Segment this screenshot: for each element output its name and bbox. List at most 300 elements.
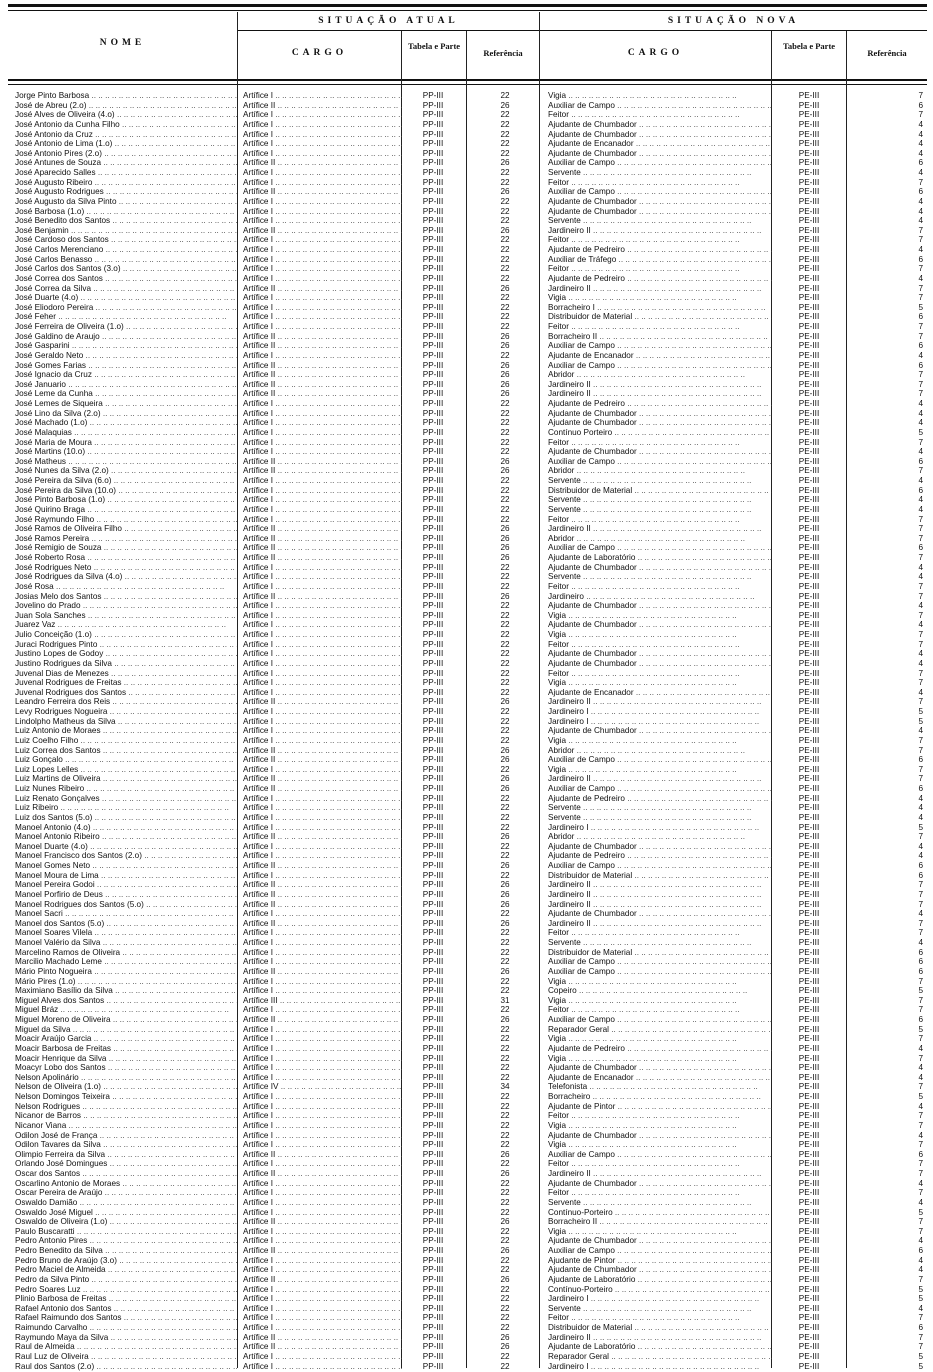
- tabela-nova-cell: PE-III: [798, 1082, 820, 1092]
- tabela-atual-cell: PP-III: [422, 1274, 444, 1284]
- cargo-atual-cell: Artífice II .. ..: [243, 746, 403, 756]
- referencia-nova-cell: 7: [918, 774, 923, 784]
- tabela-nova-cell: PE-III: [798, 1294, 820, 1304]
- referencia-atual-cell: 22: [500, 793, 510, 803]
- nome-cell: José Matheus .. ..: [15, 457, 237, 467]
- referencia-atual-cell: 22: [500, 196, 510, 206]
- table-row: [11, 418, 926, 428]
- referencia-nova-cell: 5: [918, 427, 923, 437]
- tabela-atual-cell: PP-III: [422, 726, 444, 736]
- cargo-nova-cell: Ajudante de Chumbador .. ..: [548, 447, 772, 457]
- tabela-nova-cell: PE-III: [798, 1313, 820, 1323]
- cargo-nova-cell: Jardineiro II .. ..: [548, 900, 772, 910]
- referencia-nova-cell: 6: [918, 360, 923, 370]
- tabela-nova-cell: PE-III: [798, 110, 820, 120]
- tabela-nova-cell: PE-III: [798, 581, 820, 591]
- cargo-nova-cell: Reparador Geral .. ..: [548, 1025, 772, 1035]
- referencia-atual-cell: 26: [500, 832, 510, 842]
- tabela-nova-cell: PE-III: [798, 1274, 820, 1284]
- tabela-atual-cell: PP-III: [422, 1005, 444, 1015]
- tabela-atual-cell: PP-III: [422, 1188, 444, 1198]
- cargo-atual-cell: Artífice II .. ..: [243, 524, 403, 534]
- nome-cell: Rafael Antonio dos Santos .. ..: [15, 1304, 237, 1314]
- table-row: [11, 428, 926, 438]
- referencia-atual-cell: 22: [500, 399, 510, 408]
- tabela-atual-cell: PP-III: [422, 581, 444, 591]
- nome-cell: Orlando José Domingues .. ..: [15, 1159, 237, 1169]
- table-row: [11, 640, 926, 650]
- nome-cell: Justino Rodrigues da Silva .. ..: [15, 659, 237, 669]
- cargo-atual-cell: Artífice I .. ..: [243, 168, 403, 178]
- cargo-nova-cell: Distribuidor de Material .. ..: [548, 1323, 772, 1333]
- table-row: [11, 495, 926, 505]
- referencia-nova-cell: 7: [918, 264, 923, 274]
- tabela-nova-cell: PE-III: [798, 668, 820, 678]
- cargo-nova-cell: Ajudante de Chumbador .. ..: [548, 842, 772, 852]
- referencia-atual-cell: 22: [500, 687, 510, 697]
- referencia-atual-cell: 26: [500, 360, 510, 370]
- cargo-atual-cell: Artífice I .. ..: [243, 1352, 403, 1362]
- tabela-nova-cell: PE-III: [798, 707, 820, 716]
- cargo-nova-cell: Auxiliar de Campo .. ..: [548, 101, 772, 111]
- cargo-atual-cell: Artífice II .. ..: [243, 890, 403, 900]
- referencia-nova-cell: 7: [918, 581, 923, 591]
- cargo-nova-cell: Ajudante de Chumbador .. ..: [548, 563, 772, 573]
- referencia-atual-cell: 26: [500, 1015, 510, 1024]
- nome-cell: José Alves de Oliveira (4.o) .. ..: [15, 110, 237, 120]
- cargo-atual-cell: Artífice I .. ..: [243, 707, 403, 717]
- cargo-atual-cell: Artífice I .. ..: [243, 1236, 403, 1246]
- cargo-atual-cell: Artífice I .. ..: [243, 678, 403, 688]
- referencia-nova-cell: 4: [918, 1072, 923, 1082]
- cargo-atual-cell: Artífice I .. ..: [243, 823, 403, 833]
- tabela-atual-cell: PP-III: [422, 1207, 444, 1217]
- table-row: [11, 312, 926, 322]
- cargo-nova-cell: Servente .. ..: [548, 813, 772, 823]
- cargo-nova-cell: Ajudante de Encanador .. ..: [548, 1073, 772, 1083]
- referencia-nova-cell: 7: [918, 331, 923, 341]
- referencia-nova-cell: 6: [918, 456, 923, 466]
- referencia-nova-cell: 7: [918, 283, 923, 293]
- referencia-atual-cell: 26: [500, 1169, 510, 1178]
- cargo-atual-cell: Artífice I .. ..: [243, 495, 403, 505]
- group-header-rule: [238, 30, 927, 31]
- referencia-nova-cell: 7: [918, 466, 923, 476]
- referencia-atual-cell: 22: [500, 245, 510, 254]
- nome-cell: José Antonio Pires (2.o) .. ..: [15, 149, 237, 159]
- nome-cell: Odilon Tavares da Silva .. ..: [15, 1140, 237, 1150]
- table-row: [11, 755, 926, 765]
- nome-cell: José Nunes da Silva (2.o) .. ..: [15, 466, 237, 476]
- tabela-atual-cell: PP-III: [422, 822, 444, 832]
- referencia-atual-cell: 26: [500, 1217, 510, 1227]
- table-row: [11, 919, 926, 929]
- tabela-nova-cell: PE-III: [798, 1207, 820, 1217]
- tabela-nova-cell: PE-III: [798, 976, 820, 986]
- referencia-nova-cell: 7: [918, 524, 923, 534]
- cargo-nova-cell: Vigia .. ..: [548, 1054, 772, 1064]
- nome-cell: Manoel Antonio (4.o) .. ..: [15, 823, 237, 833]
- referencia-atual-cell: 22: [500, 581, 510, 591]
- table-row: [11, 1063, 926, 1073]
- tabela-atual-cell: PP-III: [422, 1063, 444, 1073]
- cargo-atual-cell: Artífice I .. ..: [243, 130, 403, 140]
- referencia-nova-cell: 6: [918, 187, 923, 197]
- referencia-nova-cell: 5: [918, 716, 923, 726]
- referencia-atual-cell: 22: [500, 1284, 510, 1294]
- cargo-nova-cell: Jardineiro I .. ..: [548, 1294, 772, 1304]
- referencia-nova-cell: 7: [918, 91, 923, 100]
- tabela-nova-cell: PE-III: [798, 485, 820, 495]
- nome-cell: José Correa dos Santos .. ..: [15, 274, 237, 284]
- tabela-atual-cell: PP-III: [422, 841, 444, 851]
- tabela-atual-cell: PP-III: [422, 389, 444, 399]
- table-row: [11, 774, 926, 784]
- referencia-atual-cell: 22: [500, 1159, 510, 1169]
- cargo-atual-cell: Artífice I .. ..: [243, 669, 403, 679]
- cargo-atual-cell: Artífice II .. ..: [243, 697, 403, 707]
- nome-cell: Manoel Antonio Ribeiro .. ..: [15, 832, 237, 842]
- referencia-atual-cell: 22: [500, 870, 510, 880]
- tabela-nova-cell: PE-III: [798, 341, 820, 351]
- referencia-atual-cell: 22: [500, 206, 510, 216]
- table-row: [11, 515, 926, 525]
- referencia-atual-cell: 22: [500, 610, 510, 620]
- header-referencia-atual: Referência: [483, 48, 523, 58]
- table-row: [11, 380, 926, 390]
- referencia-atual-cell: 22: [500, 658, 510, 668]
- referencia-nova-cell: 6: [918, 755, 923, 765]
- tabela-atual-cell: PP-III: [422, 1226, 444, 1236]
- referencia-nova-cell: 4: [918, 119, 923, 129]
- referencia-nova-cell: 5: [918, 1284, 923, 1294]
- referencia-nova-cell: 4: [918, 216, 923, 226]
- tabela-nova-cell: PE-III: [798, 129, 820, 139]
- table-row: [11, 361, 926, 371]
- referencia-nova-cell: 7: [918, 1082, 923, 1092]
- tabela-atual-cell: PP-III: [422, 1217, 444, 1227]
- tabela-nova-cell: PE-III: [798, 620, 820, 630]
- referencia-atual-cell: 22: [500, 1255, 510, 1265]
- cargo-nova-cell: Jardineiro II .. ..: [548, 284, 772, 294]
- table-row: [11, 746, 926, 756]
- nome-cell: Mário Pires (1.o) .. ..: [15, 977, 237, 987]
- referencia-atual-cell: 22: [500, 630, 510, 639]
- cargo-atual-cell: Artífice I .. ..: [243, 178, 403, 188]
- referencia-nova-cell: 4: [918, 620, 923, 630]
- referencia-atual-cell: 22: [500, 485, 510, 495]
- nome-cell: José Ignacio da Cruz .. ..: [15, 370, 237, 380]
- cargo-atual-cell: Artífice II .. ..: [243, 534, 403, 544]
- nome-cell: José Lemes de Siqueira .. ..: [15, 399, 237, 409]
- cargo-atual-cell: Artífice I .. ..: [243, 765, 403, 775]
- table-row: [11, 1333, 926, 1343]
- cargo-nova-cell: Vigia .. ..: [548, 1227, 772, 1237]
- nome-cell: Manoel Soares Vilela .. ..: [15, 928, 237, 938]
- referencia-nova-cell: 7: [918, 630, 923, 639]
- tabela-atual-cell: PP-III: [422, 553, 444, 562]
- nome-cell: Pedro da Silva Pinto .. ..: [15, 1275, 237, 1285]
- referencia-atual-cell: 26: [500, 341, 510, 351]
- tabela-atual-cell: PP-III: [422, 687, 444, 697]
- referencia-atual-cell: 22: [500, 254, 510, 264]
- cargo-nova-cell: Distribuidor de Material .. ..: [548, 312, 772, 322]
- cargo-nova-cell: Ajudante de Chumbador .. ..: [548, 409, 772, 419]
- referencia-atual-cell: 22: [500, 1207, 510, 1217]
- nome-cell: José Aparecido Salles .. ..: [15, 168, 237, 178]
- referencia-atual-cell: 22: [500, 678, 510, 688]
- cargo-nova-cell: Ajudante de Laboratório .. ..: [548, 1275, 772, 1285]
- tabela-atual-cell: PP-III: [422, 658, 444, 668]
- cargo-nova-cell: Feitor .. ..: [548, 322, 772, 332]
- table-row: [11, 1198, 926, 1208]
- cargo-nova-cell: Auxiliar de Campo .. ..: [548, 1015, 772, 1025]
- cargo-atual-cell: Artífice I .. ..: [243, 1073, 403, 1083]
- referencia-atual-cell: 22: [500, 139, 510, 149]
- nome-cell: Plinio Barbosa de Freitas .. ..: [15, 1294, 237, 1304]
- header-situacao-atual: SITUAÇÃO ATUAL: [318, 16, 459, 26]
- cargo-nova-cell: Ajudante de Chumbador .. ..: [548, 659, 772, 669]
- cargo-nova-cell: Abridor .. ..: [548, 746, 772, 756]
- cargo-atual-cell: Artífice I .. ..: [243, 563, 403, 573]
- cargo-nova-cell: Auxiliar de Campo .. ..: [548, 457, 772, 467]
- tabela-atual-cell: PP-III: [422, 177, 444, 187]
- cargo-nova-cell: Feitor .. ..: [548, 110, 772, 120]
- nome-cell: Marcilio Machado Leme .. ..: [15, 957, 237, 967]
- nome-cell: Josias Melo dos Santos .. ..: [15, 592, 237, 602]
- tabela-atual-cell: PP-III: [422, 341, 444, 351]
- nome-cell: Raul Luz de Oliveira .. ..: [15, 1352, 237, 1362]
- referencia-nova-cell: 7: [918, 918, 923, 928]
- tabela-atual-cell: PP-III: [422, 803, 444, 813]
- referencia-atual-cell: 22: [500, 803, 510, 813]
- cargo-nova-cell: Abridor .. ..: [548, 466, 772, 476]
- tabela-atual-cell: PP-III: [422, 1149, 444, 1159]
- cargo-atual-cell: Artífice I .. ..: [243, 120, 403, 130]
- referencia-nova-cell: 7: [918, 370, 923, 380]
- nome-cell: Moacir Henrique da Silva .. ..: [15, 1054, 237, 1064]
- tabela-nova-cell: PE-III: [798, 91, 820, 100]
- cargo-nova-cell: Jardineiro I .. ..: [548, 823, 772, 833]
- cargo-atual-cell: Artífice I .. ..: [243, 1227, 403, 1237]
- cargo-nova-cell: Ajudante de Encanador .. ..: [548, 139, 772, 149]
- cargo-nova-cell: Servente .. ..: [548, 476, 772, 486]
- tabela-atual-cell: PP-III: [422, 399, 444, 408]
- referencia-atual-cell: 22: [500, 947, 510, 957]
- nome-cell: Luiz Coelho Filho .. ..: [15, 736, 237, 746]
- nome-cell: Nelson de Oliveira (1.o) .. ..: [15, 1082, 237, 1092]
- referencia-atual-cell: 22: [500, 707, 510, 716]
- tabela-atual-cell: PP-III: [422, 639, 444, 649]
- nome-cell: José Duarte (4.o) .. ..: [15, 293, 237, 303]
- cargo-nova-cell: Ajudante de Chumbador .. ..: [548, 418, 772, 428]
- nome-cell: Luiz Antonio de Moraes .. ..: [15, 726, 237, 736]
- tabela-nova-cell: PE-III: [798, 216, 820, 226]
- table-row: [11, 1265, 926, 1275]
- tabela-nova-cell: PE-III: [798, 755, 820, 765]
- tabela-nova-cell: PE-III: [798, 283, 820, 293]
- referencia-atual-cell: 22: [500, 851, 510, 861]
- referencia-atual-cell: 22: [500, 562, 510, 572]
- referencia-nova-cell: 7: [918, 177, 923, 187]
- nome-cell: Raul dos Santos (2.o) .. ..: [15, 1362, 237, 1372]
- cargo-atual-cell: Artífice I .. ..: [243, 582, 403, 592]
- nome-cell: José Roberto Rosa .. ..: [15, 553, 237, 563]
- table-row: [11, 1275, 926, 1285]
- nome-cell: José de Abreu (2.o) .. ..: [15, 101, 237, 111]
- nome-cell: Juraci Rodrigues Pinto .. ..: [15, 640, 237, 650]
- referencia-nova-cell: 4: [918, 1265, 923, 1275]
- cargo-atual-cell: Artífice I .. ..: [243, 813, 403, 823]
- cargo-nova-cell: Auxiliar de Tráfego .. ..: [548, 255, 772, 265]
- cargo-atual-cell: Artífice I .. ..: [243, 659, 403, 669]
- cargo-nova-cell: Jardineiro .. ..: [548, 592, 772, 602]
- referencia-nova-cell: 5: [918, 1092, 923, 1101]
- cargo-atual-cell: Artífice I .. ..: [243, 928, 403, 938]
- table-row: [11, 726, 926, 736]
- tabela-atual-cell: PP-III: [422, 1082, 444, 1092]
- cargo-nova-cell: Vigia .. ..: [548, 91, 772, 101]
- tabela-atual-cell: PP-III: [422, 928, 444, 938]
- tabela-nova-cell: PE-III: [798, 947, 820, 957]
- tabela-nova-cell: PE-III: [798, 1072, 820, 1082]
- nome-cell: Oswaldo de Oliveira (1.o) .. ..: [15, 1217, 237, 1227]
- cargo-atual-cell: Artífice II .. ..: [243, 341, 403, 351]
- cargo-atual-cell: Artífice I .. ..: [243, 1198, 403, 1208]
- referencia-atual-cell: 22: [500, 427, 510, 437]
- referencia-atual-cell: 22: [500, 909, 510, 919]
- nome-cell: Miguel Bráz .. ..: [15, 1005, 237, 1015]
- nome-cell: José Machado (1.o) .. ..: [15, 418, 237, 428]
- referencia-atual-cell: 26: [500, 861, 510, 870]
- tabela-atual-cell: PP-III: [422, 774, 444, 784]
- nome-cell: Manoel Duarte (4.o) .. ..: [15, 842, 237, 852]
- tabela-atual-cell: PP-III: [422, 986, 444, 996]
- referencia-atual-cell: 26: [500, 379, 510, 389]
- tabela-atual-cell: PP-III: [422, 938, 444, 947]
- tabela-nova-cell: PE-III: [798, 889, 820, 899]
- tabela-nova-cell: PE-III: [798, 1246, 820, 1255]
- referencia-atual-cell: 22: [500, 976, 510, 986]
- table-row: [11, 1323, 926, 1333]
- referencia-nova-cell: 6: [918, 158, 923, 168]
- cargo-atual-cell: Artífice I .. ..: [243, 851, 403, 861]
- tabela-nova-cell: PE-III: [798, 784, 820, 793]
- nome-cell: José Barbosa (1.o) .. ..: [15, 207, 237, 217]
- tabela-nova-cell: PE-III: [798, 418, 820, 428]
- nome-cell: Oswaldo José Miguel .. ..: [15, 1208, 237, 1218]
- nome-cell: Manoel Moura de Lima .. ..: [15, 871, 237, 881]
- tabela-nova-cell: PE-III: [798, 225, 820, 235]
- cargo-nova-cell: Jardineiro II .. ..: [548, 880, 772, 890]
- cargo-atual-cell: Artífice I .. ..: [243, 909, 403, 919]
- cargo-nova-cell: Vigia .. ..: [548, 1034, 772, 1044]
- cargo-atual-cell: Artífice I .. ..: [243, 399, 403, 409]
- tabela-atual-cell: PP-III: [422, 418, 444, 428]
- tabela-atual-cell: PP-III: [422, 591, 444, 601]
- referencia-nova-cell: 7: [918, 553, 923, 562]
- nome-cell: Juarez Vaz .. ..: [15, 620, 237, 630]
- referencia-nova-cell: 4: [918, 418, 923, 428]
- referencia-atual-cell: 22: [500, 1294, 510, 1304]
- cargo-nova-cell: Abridor .. ..: [548, 832, 772, 842]
- tabela-atual-cell: PP-III: [422, 273, 444, 283]
- nome-cell: José Antonio de Lima (1.o) .. ..: [15, 139, 237, 149]
- referencia-nova-cell: 4: [918, 812, 923, 822]
- table-row: [11, 957, 926, 967]
- tabela-nova-cell: PE-III: [798, 870, 820, 880]
- referencia-nova-cell: 6: [918, 1246, 923, 1255]
- referencia-nova-cell: 4: [918, 1236, 923, 1246]
- tabela-nova-cell: PE-III: [798, 851, 820, 861]
- referencia-atual-cell: 26: [500, 331, 510, 341]
- tabela-atual-cell: PP-III: [422, 485, 444, 495]
- table-row: [11, 611, 926, 621]
- referencia-atual-cell: 22: [500, 1034, 510, 1044]
- nome-cell: José Ramos Pereira .. ..: [15, 534, 237, 544]
- table-row: [11, 1034, 926, 1044]
- nome-cell: José Carlos Merenciano .. ..: [15, 245, 237, 255]
- referencia-atual-cell: 26: [500, 774, 510, 784]
- cargo-nova-cell: Abridor .. ..: [548, 370, 772, 380]
- tabela-nova-cell: PE-III: [798, 476, 820, 485]
- referencia-atual-cell: 22: [500, 168, 510, 177]
- cargo-atual-cell: Artífice II .. ..: [243, 380, 403, 390]
- referencia-atual-cell: 22: [500, 957, 510, 967]
- table-row: [11, 197, 926, 207]
- referencia-nova-cell: 4: [918, 938, 923, 947]
- tabela-atual-cell: PP-III: [422, 1294, 444, 1304]
- cargo-atual-cell: Artífice II .. ..: [243, 284, 403, 294]
- cargo-atual-cell: Artífice I .. ..: [243, 1179, 403, 1189]
- cargo-atual-cell: Artífice I .. ..: [243, 245, 403, 255]
- tabela-atual-cell: PP-III: [422, 447, 444, 457]
- table-row: [11, 264, 926, 274]
- cargo-nova-cell: Ajudante de Chumbador .. ..: [548, 120, 772, 130]
- tabela-atual-cell: PP-III: [422, 764, 444, 774]
- cargo-nova-cell: Auxiliar de Campo .. ..: [548, 361, 772, 371]
- cargo-atual-cell: Artífice I .. ..: [243, 293, 403, 303]
- cargo-atual-cell: Artífice I .. ..: [243, 216, 403, 226]
- cargo-nova-cell: Ajudante de Pedreiro .. ..: [548, 794, 772, 804]
- tabela-nova-cell: PE-III: [798, 832, 820, 842]
- referencia-atual-cell: 22: [500, 601, 510, 611]
- nome-cell: José Remigio de Souza .. ..: [15, 543, 237, 553]
- referencia-nova-cell: 7: [918, 995, 923, 1005]
- cargo-atual-cell: Artífice I .. ..: [243, 1256, 403, 1266]
- cargo-nova-cell: Ajudante de Chumbador .. ..: [548, 1063, 772, 1073]
- tabela-atual-cell: PP-III: [422, 139, 444, 149]
- tabela-atual-cell: PP-III: [422, 524, 444, 534]
- referencia-nova-cell: 7: [918, 1159, 923, 1169]
- referencia-atual-cell: 22: [500, 177, 510, 187]
- referencia-atual-cell: 22: [500, 1092, 510, 1101]
- table-body: [11, 91, 926, 1371]
- table-row: [11, 1362, 926, 1372]
- tabela-nova-cell: PE-III: [798, 533, 820, 543]
- referencia-nova-cell: 7: [918, 389, 923, 399]
- table-row: [11, 158, 926, 168]
- cargo-atual-cell: Artífice I .. ..: [243, 207, 403, 217]
- table-row: [11, 620, 926, 630]
- cargo-atual-cell: Artífice I .. ..: [243, 505, 403, 515]
- referencia-atual-cell: 22: [500, 620, 510, 630]
- nome-cell: Oswaldo Damião .. ..: [15, 1198, 237, 1208]
- tabela-atual-cell: PP-III: [422, 1246, 444, 1255]
- referencia-atual-cell: 26: [500, 755, 510, 765]
- cargo-nova-cell: Contínuo-Porteiro .. ..: [548, 1285, 772, 1295]
- tabela-atual-cell: PP-III: [422, 225, 444, 235]
